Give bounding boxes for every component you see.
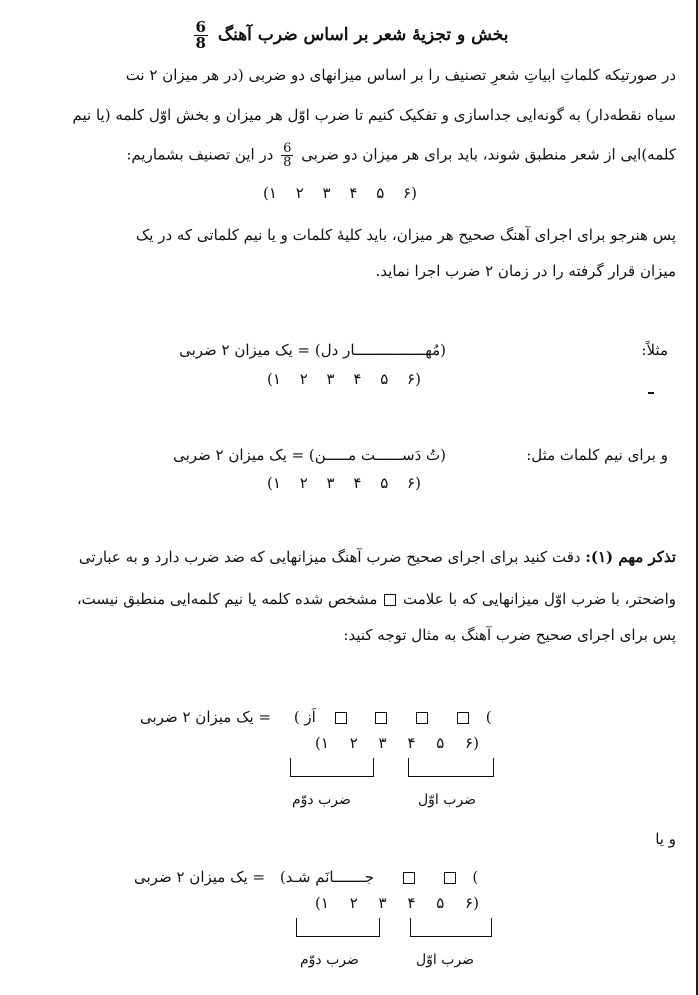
intro-line-2: سیاه نقطه‌دار) به گونه‌ایی جداسازی و تفکیک کنیم تا ضرب اوّل هر میزان و بخش اوّل کلمه (یا نیم: [72, 106, 676, 124]
example3-beat1: ضرب اوّل: [418, 792, 477, 808]
example3-bracket-beat2: [290, 758, 374, 777]
example1-count: (۱ ۲ ۳ ۴ ۵ ۶): [267, 370, 421, 388]
note-line-2b: مشخص شده کلمه یا نیم کلمه‌ایی منطبق نیست،: [76, 590, 378, 608]
example4-count: (۱ ۲ ۳ ۴ ۵ ۶): [315, 894, 479, 912]
square-symbol-icon: [444, 872, 456, 884]
note-line-1-text: دقت کنید برای اجرای صحیح ضرب آهنگ میزانهایی که ضد ضرب دارد و به عبارتی: [78, 548, 581, 566]
square-symbol-icon: [416, 712, 428, 724]
example4-bracket-beat1: [410, 918, 492, 937]
stray-mark: [648, 392, 654, 394]
example1-text: (مُهــــــــــــــــار دل) = یک میزان ۲ ضربی: [179, 341, 446, 359]
example3-bracket-beat1: [408, 758, 494, 777]
example2-text: (تُ دَســــــت مـــــن) = یک میزان ۲ ضربی: [173, 446, 446, 464]
example2-label: و برای نیم کلمات مثل:: [526, 446, 668, 464]
title-frac-num: 6: [195, 18, 206, 36]
example4-open: (: [472, 868, 479, 886]
square-symbol-icon: [384, 594, 396, 606]
intro-count: (۱ ۲ ۳ ۴ ۵ ۶): [263, 184, 417, 202]
example3-open: (: [485, 708, 492, 726]
example4-beat1: ضرب اوّل: [416, 952, 475, 968]
example3-count: (۱ ۲ ۳ ۴ ۵ ۶): [315, 734, 479, 752]
example2-count: (۱ ۲ ۳ ۴ ۵ ۶): [267, 474, 421, 492]
example3-equals: = یک میزان ۲ ضربی: [140, 708, 272, 726]
example4-bracket-beat2: [296, 918, 380, 937]
example1-label: مثلاً:: [641, 341, 668, 359]
square-symbol-icon: [375, 712, 387, 724]
title-fraction: [194, 20, 208, 51]
intro-line-3: [126, 142, 676, 169]
or-text: و یا: [655, 830, 676, 848]
intro-frac-den: 8: [283, 155, 292, 170]
example3-beat2: ضرب دوّم: [292, 792, 351, 808]
note-line-1: [79, 548, 676, 566]
para2-line-2: میزان قرار گرفته را در زمان ۲ ضرب اجرا نماید.: [375, 262, 676, 280]
title-frac-den: 8: [195, 34, 206, 52]
intro-line-1: در صورتیکه کلماتِ ابیاتِ شعرِ تصنیف را بر اساس میزانهای دو ضربی (در هر میزان ۲ نت: [125, 66, 676, 84]
note-heading: تذکر مهم (۱):: [585, 548, 676, 566]
example4-equals: = یک میزان ۲ ضربی: [134, 868, 266, 886]
square-symbol-icon: [335, 712, 347, 724]
intro-line-3a: کلمه)ایی از شعر منطبق شوند، باید برای هر میزان دو ضربی: [301, 145, 676, 164]
example4-row: [134, 868, 478, 886]
page-title: [0, 20, 698, 51]
title-text: بخش و تجزیهٔ شعر بر اساس ضرب آهنگ: [217, 25, 509, 45]
example4-word: جـــــــانَم شـد): [279, 868, 375, 886]
para2-line-1: پس هنرجو برای اجرای آهنگ صحیح هر میزان، باید کلیهٔ کلمات و یا نیم کلماتی که در یک: [135, 226, 676, 244]
note-line-2: [77, 590, 676, 608]
intro-fraction: [281, 142, 293, 169]
square-symbol-icon: [403, 872, 415, 884]
intro-frac-num: 6: [283, 141, 292, 156]
note-line-2a: واضحتر، با ضرب اوّل میزانهایی که با علامت: [403, 590, 676, 608]
example3-row: [140, 708, 492, 726]
square-symbol-icon: [457, 712, 469, 724]
example4-beat2: ضرب دوّم: [300, 952, 359, 968]
note-line-3: پس برای اجرای صحیح ضرب آهنگ به مثال توجه کنید:: [343, 626, 676, 644]
example3-word: اَز ): [293, 708, 316, 726]
intro-line-3b: در این تصنیف بشماریم:: [126, 145, 274, 164]
